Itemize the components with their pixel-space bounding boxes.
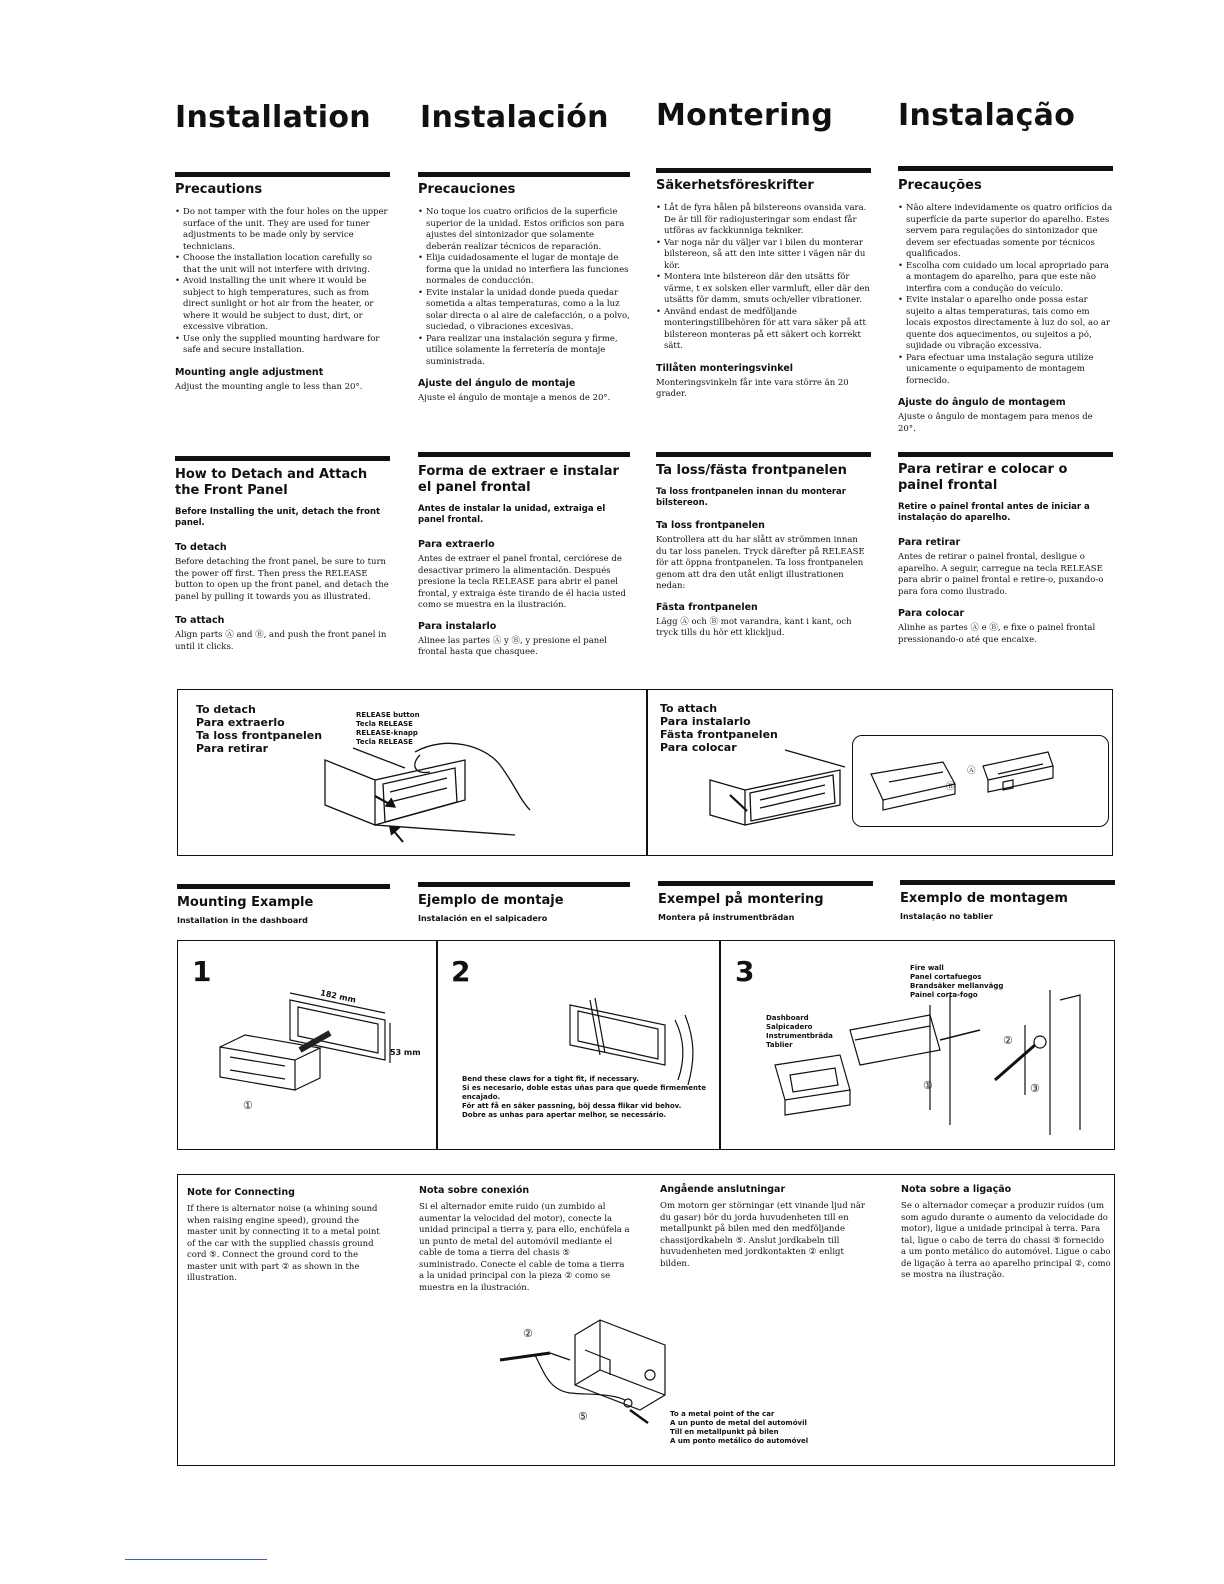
body-text: Before detaching the front panel, be sure to turn the power off first. Then press the RELEASE button to open up the front panel, and detach the panel by pulling it towards you as illustrated. [175, 557, 389, 602]
list-item: • Var noga när du väljer var i bilen du monterar bilstereon, så att den inte sitter i vägen när du kör. [664, 238, 871, 273]
list-item: • Para realizar una instalación segura y firme, utilice solamente la ferretería de montaje suministrada. [426, 334, 630, 369]
body-text: Adjust the mounting angle to less than 20°. [175, 381, 363, 392]
divider-bar [656, 168, 871, 173]
connect-es [419, 1185, 631, 1294]
body-text: Alinee las partes Ⓐ y Ⓑ, y presione el panel frontal hasta que chasquee. [418, 635, 607, 657]
sub-heading: Ajuste del ángulo de montaje [418, 378, 576, 389]
lead-text: Retire o painel frontal antes de iniciar a instalação do aparelho. [898, 502, 1090, 523]
part-5-label: ⑤ [578, 1410, 588, 1423]
sub-heading: Ajuste do ângulo de montagem [898, 397, 1066, 408]
section-heading: Precauções [898, 178, 982, 193]
attach-detail-drawing [863, 744, 1103, 819]
divider-bar [900, 880, 1115, 885]
divider-bar [418, 172, 630, 177]
body-text: Se o alternador começar a produzir ruídos (um som agudo durante o aumento da velocidade do motor), ligue a unidade principal à terra. Para tal, ligue o cabo de terra do chassi ⑤ fornecido a um ponto metálico do automóvel. Ligue o cabo de ligação à terra ao aparelho principal ②, como se mostra na ilustração. [901, 1201, 1111, 1280]
divider-bar [175, 456, 390, 461]
body-text: Ajuste o ângulo de montagem para menos de 20°. [898, 412, 1093, 434]
section-heading: Säkerhetsföreskrifter [656, 178, 814, 193]
body-text: Om motorn ger störningar (ett vinande ljud när du gasar) bör du jorda huvudenheten till en metallpunkt på bilen med den medföljande chassijordkabeln ⑤. Anslut jordkabeln till huvudenheten med jordkontakten ② enligt bilden. [660, 1201, 865, 1269]
figure-label: Para extraerlo [196, 716, 285, 729]
step-divider [436, 941, 438, 1149]
sub-text: Installation in the dashboard [177, 916, 308, 925]
divider-bar [418, 882, 630, 887]
section-heading: Nota sobre a ligação [901, 1184, 1012, 1195]
callout-label: Painel corta-fogo [910, 991, 978, 999]
mounting-pt [900, 891, 1115, 921]
divider-bar [658, 881, 873, 886]
divider-bar [177, 884, 390, 889]
connect-sv [660, 1184, 875, 1270]
connect-pt [901, 1184, 1111, 1282]
divider-bar [898, 452, 1113, 457]
sub-heading: To attach [175, 615, 225, 626]
footer-rule [125, 1559, 267, 1560]
list-item: • Elija cuidadosamente el lugar de montaje de forma que la unidad no interfiera las funciones normales de conducción. [426, 253, 630, 288]
step2-illustration [560, 995, 700, 1085]
body-text: Monteringsvinkeln får inte vara större än 20 grader. [656, 377, 849, 399]
callout-label: RELEASE button [356, 711, 420, 719]
divider-bar [175, 172, 390, 177]
callout-label: RELEASE-knapp [356, 729, 418, 737]
title-english: Installation [175, 100, 371, 135]
sub-heading: Para extraerlo [418, 539, 495, 550]
section-heading: Exempel på montering [658, 892, 824, 907]
section-heading: Precautions [175, 182, 263, 197]
list-item: • Choose the installation location carefully so that the unit will not interfere with driving. [183, 253, 390, 276]
front-panel-en [175, 467, 390, 653]
list-item: • Använd endast de medföljande monteringstillbehören för att vara säker på att bilstereon monteras på ett säkert och korrekt sätt. [664, 307, 871, 353]
callout-label: För att få en säker passning, böj dessa flikar vid behov. [462, 1102, 682, 1110]
front-panel-sv [656, 463, 871, 640]
divider-bar [418, 452, 630, 457]
figure-divider [646, 690, 648, 855]
section-heading: Note for Connecting [187, 1187, 295, 1198]
title-spanish: Instalación [420, 100, 609, 135]
step-number: 2 [451, 955, 471, 988]
callout-label: A um ponto metálico do automóvel [670, 1437, 809, 1445]
step-number: 3 [735, 955, 755, 988]
precautions-sv [656, 178, 871, 401]
body-text: Align parts Ⓐ and Ⓑ, and push the front panel in until it clicks. [175, 630, 387, 652]
list-item: • Låt de fyra hålen på bilstereons ovansida vara. De är till för radiojusteringar som endast får utföras av fackkunniga tekniker. [664, 203, 871, 238]
precautions-pt [898, 178, 1113, 435]
step-number: 1 [192, 955, 212, 988]
section-heading: How to Detach and Attach the Front Panel [175, 467, 368, 498]
list-item: • Evite instalar la unidad donde pueda quedar sometida a altas temperaturas, como a la luz solar directa o al aire de calefacción, o a polvo, suciedad, o vibraciones excesivas. [426, 288, 630, 334]
part-2-label: ② [523, 1327, 533, 1340]
list-item: • Para efectuar uma instalação segura utilize unicamente o equipamento de montagem fornecido. [906, 353, 1113, 388]
front-panel-es [418, 464, 630, 659]
section-heading: Exemplo de montagem [900, 891, 1068, 906]
body-text: Ajuste el ángulo de montaje a menos de 20°. [418, 393, 611, 403]
dimension-height: 53 mm [390, 1048, 421, 1057]
sub-heading: Ta loss frontpanelen [656, 520, 765, 531]
body-text: If there is alternator noise (a whining sound when raising engine speed), ground the master unit by connecting it to a metal point of the car with the supplied chassis ground cord ⑤. Connect the ground cord to the master unit with part ② as shown in the illustration. [187, 1204, 380, 1283]
section-heading: Angående anslutningar [660, 1184, 786, 1195]
sub-text: Instalación en el salpicadero [418, 914, 548, 923]
precautions-list [418, 207, 630, 368]
callout-label: Brandsäker mellanvägg [910, 982, 1004, 990]
section-heading: Ta loss/fästa frontpanelen [656, 463, 847, 478]
callout-label: Tecla RELEASE [356, 720, 413, 728]
part-2-label: ② [1003, 1034, 1013, 1047]
section-heading: Nota sobre conexión [419, 1185, 530, 1196]
callout-label: Instrumentbräda [766, 1032, 833, 1040]
figure-label: To attach [660, 702, 718, 715]
part-b-label: Ⓑ [946, 782, 955, 792]
callout-label: Si es necesario, doble estas uñas para que quede firmemente encajado. [462, 1084, 707, 1101]
body-text: Antes de retirar o painel frontal, desligue o aparelho. A seguir, carregue na tecla RELEASE para abrir o painel frontal e retire-o, puxando-o para fora como ilustrado. [898, 552, 1104, 597]
divider-bar [656, 452, 871, 457]
section-heading: Ejemplo de montaje [418, 893, 564, 908]
mounting-en [177, 895, 392, 925]
step-divider [719, 941, 721, 1149]
body-text: Si el alternador emite ruido (un zumbido al aumentar la velocidad del motor), conecte la unidad principal a tierra y, para ello, enchúfela a un punto de metal del automóvil mediante el cable de toma a tierra del chasis ⑤ suministrado. Conecte el cable de toma a tierra a la unidad principal con la pieza ② como se muestra en la ilustración. [419, 1202, 630, 1293]
sub-heading: Para instalarlo [418, 620, 497, 632]
callout-label: Dobre as unhas para apertar melhor, se necessário. [462, 1111, 667, 1119]
callout-label: A un punto de metal del automóvil [670, 1419, 807, 1427]
callout-label: Salpicadero [766, 1023, 813, 1031]
sub-heading: Para retirar [898, 537, 961, 548]
list-item: • Não altere indevidamente os quatro orifícios da superfície da parte superior do aparelho. Estes servem para regulações do sintonizador que devem ser efectuadas somente por técnicos qualificados. [906, 203, 1113, 261]
sub-text: Montera på instrumentbrädan [658, 913, 795, 922]
callout-label: Tablier [766, 1041, 793, 1049]
sub-heading: To detach [175, 542, 227, 553]
part-1-label: ① [243, 1099, 253, 1112]
callout-label: Panel cortafuegos [910, 973, 982, 981]
figure-label: Para colocar [660, 741, 737, 754]
precautions-en [175, 182, 390, 393]
detach-illustration [315, 740, 535, 850]
mounting-es [418, 893, 633, 923]
step3-illustration [760, 990, 1105, 1135]
precautions-list [656, 203, 871, 353]
section-heading: Forma de extraer e instalar el panel frontal [418, 464, 619, 495]
detach-labels [196, 703, 322, 755]
lead-text: Antes de instalar la unidad, extraiga el panel frontal. [418, 504, 606, 525]
section-heading: Mounting Example [177, 895, 314, 910]
body-text: Alinhe as partes Ⓐ e Ⓑ, e fixe o painel frontal pressionando-o até que encaixe. [898, 623, 1096, 645]
ground-cord-illustration [490, 1315, 690, 1435]
callout-label: Tecla RELEASE [356, 738, 413, 746]
body-text: Lägg Ⓐ och Ⓑ mot varandra, kant i kant, och tryck tills du hör ett klickljud. [656, 616, 852, 638]
callout-label: To a metal point of the car [670, 1410, 775, 1418]
figure-label: To detach [196, 703, 256, 716]
list-item: • Montera inte bilstereon där den utsätts för värme, t ex solsken eller varmluft, eller där den utsätts för damm, smuts och/eller vibrationer. [664, 272, 871, 307]
title-swedish: Montering [656, 98, 834, 133]
body-text: Kontrollera att du har slått av strömmen innan du tar loss panelen. Tryck därefter på RELEASE för att öppna frontpanelen. Ta loss frontpanelen genom att dra den utåt enligt illustrationen nedan: [656, 535, 865, 591]
precautions-list [175, 207, 390, 357]
metal-point-labels [670, 1410, 808, 1446]
section-heading: Para retirar e colocar o painel frontal [898, 462, 1068, 493]
connect-en [187, 1187, 387, 1285]
attach-illustration [705, 745, 855, 835]
divider-bar [898, 166, 1113, 171]
figure-label: Para retirar [196, 742, 269, 755]
sub-heading: Para colocar [898, 608, 965, 619]
part-1-label: ① [923, 1079, 933, 1092]
title-portuguese: Instalação [898, 98, 1076, 133]
callout-label: Fire wall [910, 964, 944, 972]
precautions-list [898, 203, 1113, 387]
mounting-sv [658, 892, 873, 922]
callout-label: Dashboard [766, 1014, 809, 1022]
body-text: Antes de extraer el panel frontal, cerciórese de desactivar primero la alimentación. Después presione la tecla RELEASE para abrir el panel frontal, y extraiga éste tirando de él hacia usted como se muestra en la ilustración. [418, 554, 626, 610]
lead-text: Before Installing the unit, detach the front panel. [175, 507, 381, 528]
part-3-label: ③ [1030, 1082, 1040, 1095]
list-item: • Do not tamper with the four holes on the upper surface of the unit. They are used for tuner adjustments to be made only by service technicians. [183, 207, 390, 253]
figure-label: Para instalarlo [660, 715, 751, 728]
attach-detail-inset [852, 735, 1109, 827]
sub-heading: Tillåten monteringsvinkel [656, 362, 794, 374]
front-panel-pt [898, 462, 1113, 646]
sub-heading: Fästa frontpanelen [656, 601, 758, 613]
sub-heading: Mounting angle adjustment [175, 366, 324, 378]
sub-text: Instalação no tablier [900, 912, 993, 921]
figure-label: Fästa frontpanelen [660, 728, 778, 741]
section-heading: Precauciones [418, 182, 516, 197]
list-item: • Avoid installing the unit where it would be subject to high temperatures, such as from direct sunlight or hot air from the heater, or where it would be subject to dust, dirt, or excessive vibration. [183, 276, 390, 334]
callout-label: Till en metallpunkt på bilen [670, 1428, 779, 1436]
list-item: • Use only the supplied mounting hardware for safe and secure installation. [183, 334, 390, 357]
list-item: • Evite instalar o aparelho onde possa estar sujeito a altas temperaturas, tais como em locais expostos directamente à luz do sol, ao ar quente dos aquecimentos, ou sujeitos a pó, sujidade ou vibração excessiva. [906, 295, 1113, 353]
figure-label: Ta loss frontpanelen [196, 729, 323, 742]
list-item: • Escolha com cuidado um local apropriado para a montagem do aparelho, para que este não interfira com a condução do veículo. [906, 261, 1113, 296]
lead-text: Ta loss frontpanelen innan du monterar bilstereon. [656, 487, 846, 508]
list-item: • No toque los cuatro orificios de la superficie superior de la unidad. Estos orificios son para ajustes del sintonizador que solamente deberán realizar técnicos de reparación. [426, 207, 630, 253]
precautions-es [418, 182, 630, 405]
callout-label: Bend these claws for a tight fit, if necessary. [462, 1075, 639, 1083]
part-a-label: Ⓐ [967, 766, 976, 776]
claws-note [462, 1075, 712, 1120]
dimension-width: 182 mm [319, 988, 357, 1005]
